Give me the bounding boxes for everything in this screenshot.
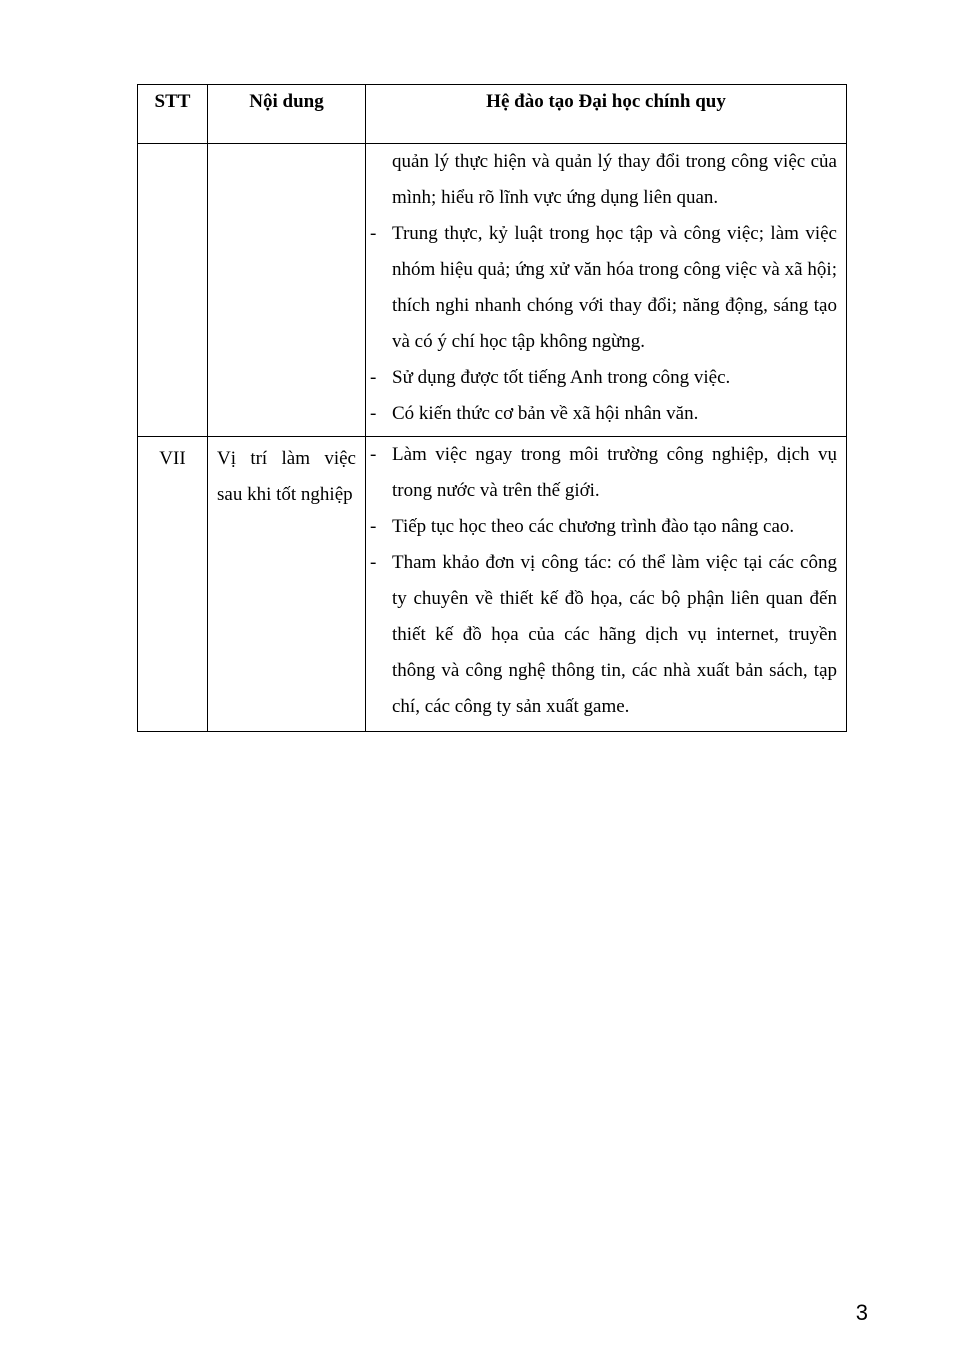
- bullet-dash: -: [370, 516, 377, 537]
- continuation-paragraph: quản lý thực hiện và quản lý thay đổi trong công việc của mình; hiểu rõ lĩnh vực ứng dụng liên quan.: [392, 151, 837, 208]
- table-row: [138, 144, 847, 437]
- header-content: Nội dung: [208, 85, 366, 144]
- row-program-cell: [366, 437, 847, 732]
- header-stt: STT: [138, 85, 208, 144]
- list-item: - Tham khảo đơn vị công tác: có thể làm việc tại các công ty chuyên về thiết kế đồ họa, các bộ phận liên quan đến thiết kế đồ họa của các hãng dịch vụ internet, truyền thông và công nghệ thông tin, các nhà xuất bản sách, tạp chí, các công ty sản xuất game.: [366, 545, 846, 725]
- list-item: - Có kiến thức cơ bản về xã hội nhân văn.: [366, 396, 846, 432]
- program-table: [137, 84, 847, 732]
- bullet-dash: -: [370, 223, 377, 244]
- table-header-row: [138, 85, 847, 144]
- list-item: - Làm việc ngay trong môi trường công nghiệp, dịch vụ trong nước và trên thế giới.: [366, 437, 846, 509]
- list-item: - Tiếp tục học theo các chương trình đào tạo nâng cao.: [366, 509, 846, 545]
- header-program: Hệ đào tạo Đại học chính quy: [366, 85, 847, 144]
- bullet-dash: -: [370, 444, 377, 465]
- row-stt: [138, 144, 208, 437]
- list-item: - Trung thực, kỷ luật trong học tập và công việc; làm việc nhóm hiệu quả; ứng xử văn hóa trong công việc và xã hội; thích nghi nhanh chóng với thay đổi; năng động, sáng tạo và có ý chí học tập không ngừng.: [366, 216, 846, 360]
- bullet-dash: -: [370, 552, 377, 573]
- list-item: - Sử dụng được tốt tiếng Anh trong công việc.: [366, 360, 846, 396]
- row-content: [208, 144, 366, 437]
- table-row: [138, 437, 847, 732]
- row-stt: VII: [138, 437, 208, 732]
- bullet-list: [366, 216, 846, 432]
- bullet-list: [366, 437, 846, 725]
- page-number: 3: [855, 1300, 868, 1325]
- bullet-dash: -: [370, 367, 377, 388]
- row-program-cell: [366, 144, 847, 437]
- bullet-dash: -: [370, 403, 377, 424]
- row-content: Vị trí làm việc sau khi tốt nghiệp: [208, 437, 366, 732]
